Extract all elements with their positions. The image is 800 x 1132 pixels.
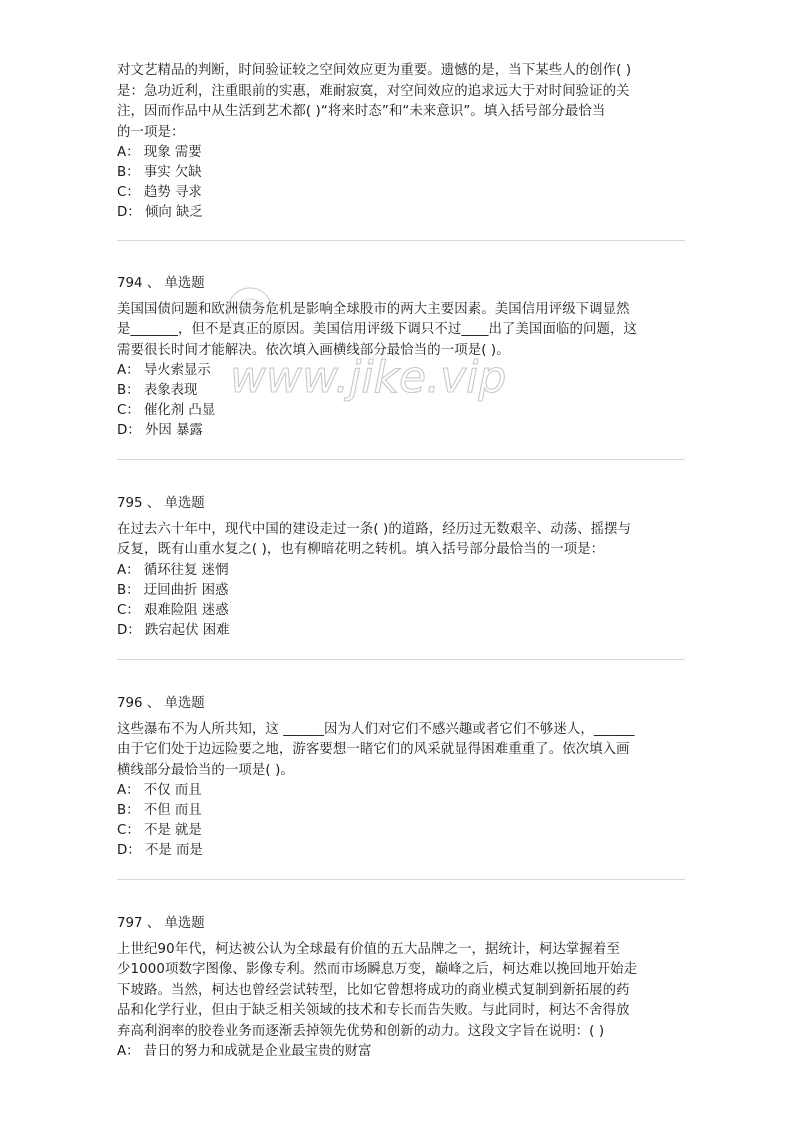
option-a: A： 昔日的努力和成就是企业最宝贵的财富 [117, 1044, 372, 1059]
option-d: D： 不是 而是 [117, 843, 203, 858]
option-c: C： 趋势 寻求 [117, 185, 202, 200]
question-text-line: 这些瀑布不为人所共知，这 ______因为人们对它们不感兴趣或者它们不够迷人，______ [117, 721, 635, 737]
question-header: 795 、 单选题 [117, 496, 205, 511]
question-text-line: 是：急功近利，注重眼前的实惠，难耐寂寞，对空间效应的追求远大于对时间验证的关 [117, 83, 630, 99]
option-a: A： 不仅 而且 [117, 783, 202, 798]
question-text-line: 由于它们处于边远险要之地，游客要想一睹它们的风采就显得困难重重了。依次填入画 [117, 742, 630, 757]
divider [117, 659, 685, 660]
option-b: B： 事实 欠缺 [117, 165, 202, 180]
option-b: B： 不但 而且 [117, 803, 202, 818]
option-a: A： 循环往复 迷惘 [117, 562, 229, 578]
question-text-line: 在过去六十年中，现代中国的建设走过一条( )的道路，经历过无数艰辛、动荡、摇摆与 [117, 521, 632, 537]
question-text-line: 上世纪90年代，柯达被公认为全球最有价值的五大品牌之一，据统计，柯达掌握着至 [117, 941, 620, 957]
question-text-line: 对文艺精品的判断，时间验证较之空间效应更为重要。遗憾的是，当下某些人的创作( ) [117, 63, 632, 78]
question-795 [117, 494, 687, 641]
question-header: 794 、 单选题 [117, 276, 205, 291]
question-796 [117, 694, 687, 861]
option-d: D： 跌宕起伏 困难 [117, 622, 230, 638]
question-text-line: 反复，既有山重水复之( )，也有柳暗花明之转机。填入括号部分最恰当的一项是： [117, 542, 605, 557]
option-d: D： 倾向 缺乏 [117, 205, 203, 220]
question-text-line: 需要很长时间才能解决。依次填入画横线部分最恰当的一项是( )。 [117, 342, 510, 358]
question-header: 797 、 单选题 [117, 916, 205, 931]
watermark-text: www.jike.vip [230, 352, 507, 403]
option-d: D： 外因 暴露 [117, 423, 203, 438]
option-a: A： 导火索显示 [117, 363, 211, 378]
option-c: C： 艰难险阻 迷惑 [117, 602, 229, 618]
question-794 [117, 274, 687, 441]
option-c: C： 催化剂 凸显 [117, 403, 216, 418]
divider [117, 459, 685, 460]
divider [117, 879, 685, 880]
question-text-line: 横线部分最恰当的一项是( )。 [117, 762, 294, 778]
option-b: B： 表象表现 [117, 383, 198, 398]
question-text-line: 少1000项数字图像、影像专利。然而市场瞬息万变，巅峰之后，柯达难以挽回地开始走 [117, 962, 638, 977]
question-text-line: 的一项是： [117, 124, 185, 140]
divider [117, 240, 685, 241]
question-text-line: 下坡路。当然，柯达也曾经尝试转型，比如它曾想将成功的商业模式复制到新拓展的药 [117, 982, 630, 998]
question-text-line: 弃高利润率的胶卷业务而逐渐丢掉领先优势和创新的动力。这段文字旨在说明：( ) [117, 1023, 605, 1039]
question-text-line: 品和化学行业，但由于缺乏相关领域的技术和专长而告失败。与此同时，柯达不舍得放 [117, 1003, 630, 1018]
option-b: B： 迂回曲折 困惑 [117, 582, 229, 598]
question-text-line: 美国国债问题和欧洲债务危机是影响全球股市的两大主要因素。美国信用评级下调显然 [117, 301, 630, 317]
question-header: 796 、 单选题 [117, 696, 205, 711]
option-a: A： 现象 需要 [117, 145, 202, 160]
question-top [117, 61, 687, 223]
question-text-line: 注，因而作品中从生活到艺术都( )“将来时态”和“未来意识”。填入括号部分最恰当 [117, 104, 606, 119]
question-797 [117, 914, 687, 1062]
option-c: C： 不是 就是 [117, 823, 202, 838]
question-text-line: 是_______，但不是真正的原因。美国信用评级下调只不过____出了美国面临的问题，这 [117, 322, 637, 337]
